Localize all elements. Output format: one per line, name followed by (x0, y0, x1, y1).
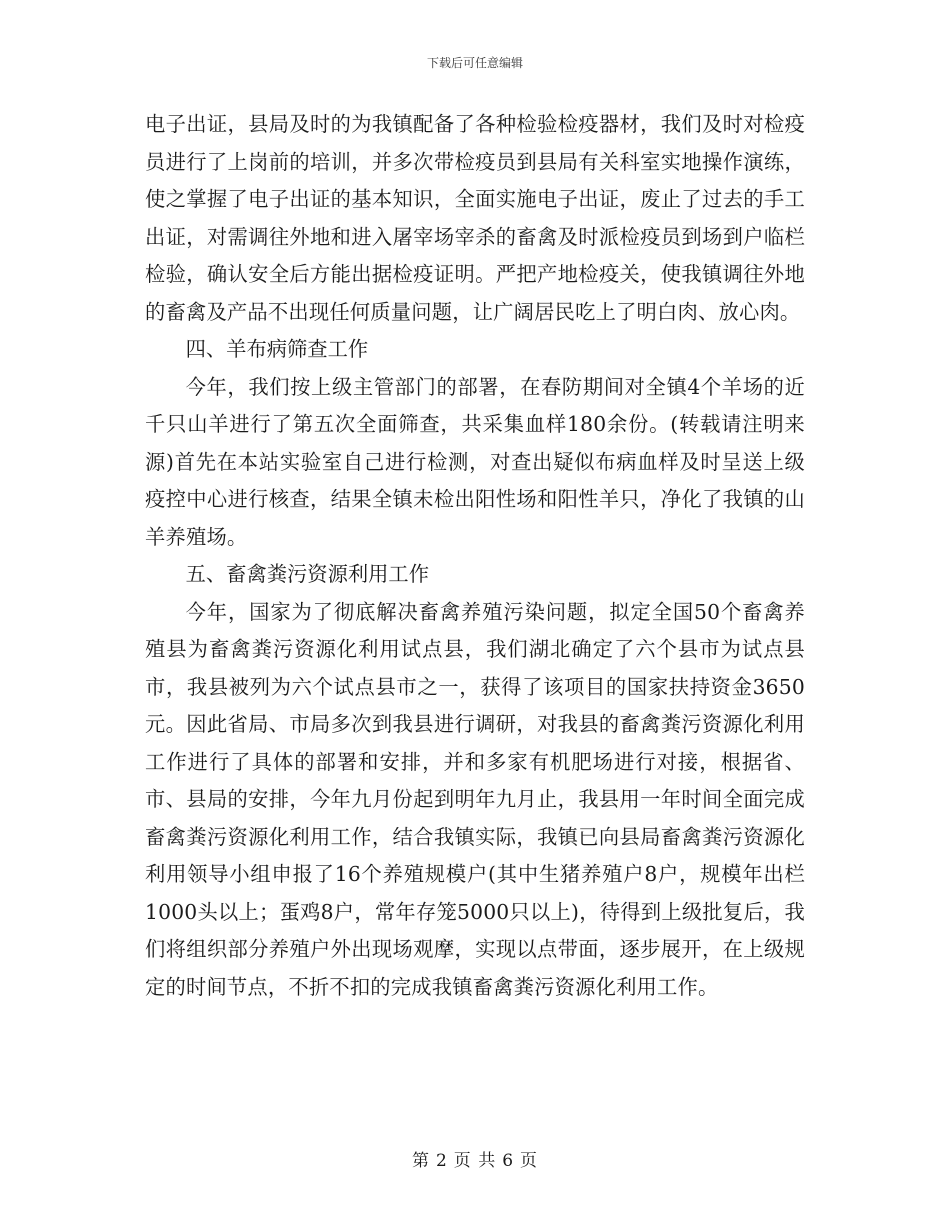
header-note: 下载后可任意编辑 (426, 56, 523, 70)
footer-total-pages: 6 (502, 1151, 515, 1171)
paragraph-section-5: 今年，国家为了彻底解决畜禽养殖污染问题，拟定全国50个畜禽养殖县为畜禽粪污资源化利用试点县，我们湖北确定了六个县市为试点县市，我县被列为六个试点县市之一，获得了该项目的国家扶持资金3650元。因此省局、市局多次到我县进行调研，对我县的畜禽粪污资源化利用工作进行了具体的部署和安排，并和多家有机肥场进行对接，根据省、市、县局的安排，今年九月份起到明年九月止，我县用一年时间全面完成畜禽粪污资源化利用工作，结合我镇实际，我镇已向县局畜禽粪污资源化利用领导小组申报了16个养殖规模户(其中生猪养殖户8户，规模年出栏1000头以上；蛋鸡8户，常年存笼5000只以上)，待得到上级批复后，我们将组织部分养殖户外出现场观摩，实现以点带面，逐步展开，在上级规定的时间节点，不折不扣的完成我镇畜禽粪污资源化利用工作。 (145, 599, 805, 999)
footer-middle: 页 共 (453, 1151, 497, 1171)
section-heading-4: 四、羊布病筛查工作 (185, 337, 369, 361)
paragraph-section-4: 今年，我们按上级主管部门的部署，在春防期间对全镇4个羊场的近千只山羊进行了第五次全面筛查，共采集血样180余份。(转载请注明来源)首先在本站实验室自己进行检测，对查出疑似布病血样及时呈送上级疫控中心进行核查，结果全镇未检出阳性场和阳性羊只，净化了我镇的山羊养殖场。 (145, 374, 805, 549)
footer-current-page: 2 (435, 1151, 448, 1171)
document-body (145, 106, 805, 1006)
footer-prefix: 第 (411, 1151, 430, 1171)
page-footer (0, 1146, 950, 1171)
section-heading-5: 五、畜禽粪污资源利用工作 (185, 562, 429, 586)
footer-suffix: 页 (520, 1151, 539, 1171)
paragraph-continued: 电子出证，县局及时的为我镇配备了各种检验检疫器材，我们及时对检疫员进行了上岗前的培训，并多次带检疫员到县局有关科室实地操作演练，使之掌握了电子出证的基本知识，全面实施电子出证，废止了过去的手工出证，对需调往外地和进入屠宰场宰杀的畜禽及时派检疫员到场到户临栏检验，确认安全后方能出据检疫证明。严把产地检疫关，使我镇调往外地的畜禽及产品不出现任何质量问题，让广阔居民吃上了明白肉、放心肉。 (145, 112, 805, 324)
